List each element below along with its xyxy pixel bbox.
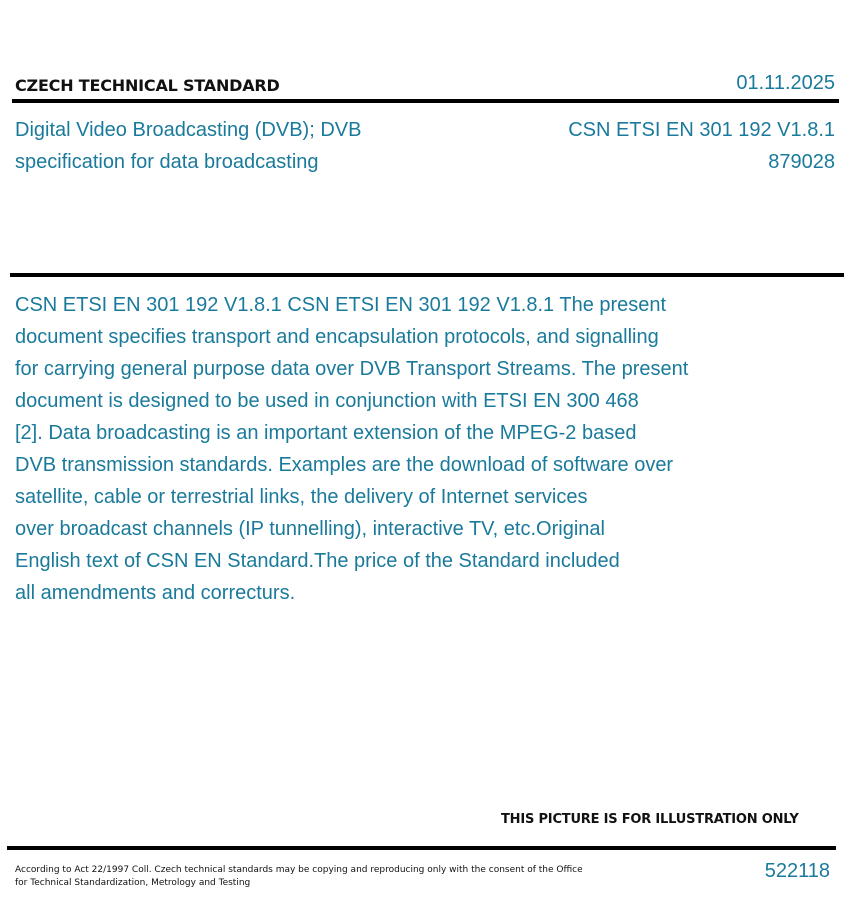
footer-divider [7,846,836,850]
header-divider [12,99,839,103]
title-divider [10,273,844,277]
document-category-label: CZECH TECHNICAL STANDARD [15,76,280,95]
standard-identifier [568,114,835,178]
legal-notice-line-2: for Technical Standardization, Metrology and Testing [15,878,251,888]
standard-title-line-2: specification for data broadcasting [15,151,319,173]
catalog-number: 522118 [764,860,830,882]
standard-number: 879028 [768,151,835,173]
legal-notice-line-1: According to Act 22/1997 Coll. Czech technical standards may be copying and reproducing only with the consent of the Office [15,865,583,875]
standard-abstract: CSN ETSI EN 301 192 V1.8.1 CSN ETSI EN 301 192 V1.8.1 The present document specifies transport and encapsulation protocols, and signalling for carrying general purpose data over DVB Transport Streams. The present document is designed to be used in conjunction with ETSI EN 300 468 [2]. Data broadcasting is an important extension of the MPEG-2 based DVB transmission standards. Examples are the download of software over satellite, cable or terrestrial links, the delivery of Internet services over broadcast channels (IP tunnelling), interactive TV, etc.Original English text of CSN EN Standard.The price of the Standard included all amendments and correcturs. [15,294,689,604]
legal-notice [15,864,615,890]
standard-title-line-1: Digital Video Broadcasting (DVB); DVB [15,119,362,141]
standard-title [15,114,415,178]
illustration-disclaimer: THIS PICTURE IS FOR ILLUSTRATION ONLY [501,812,799,827]
standard-code: CSN ETSI EN 301 192 V1.8.1 [568,119,835,141]
publication-date: 01.11.2025 [736,72,835,94]
